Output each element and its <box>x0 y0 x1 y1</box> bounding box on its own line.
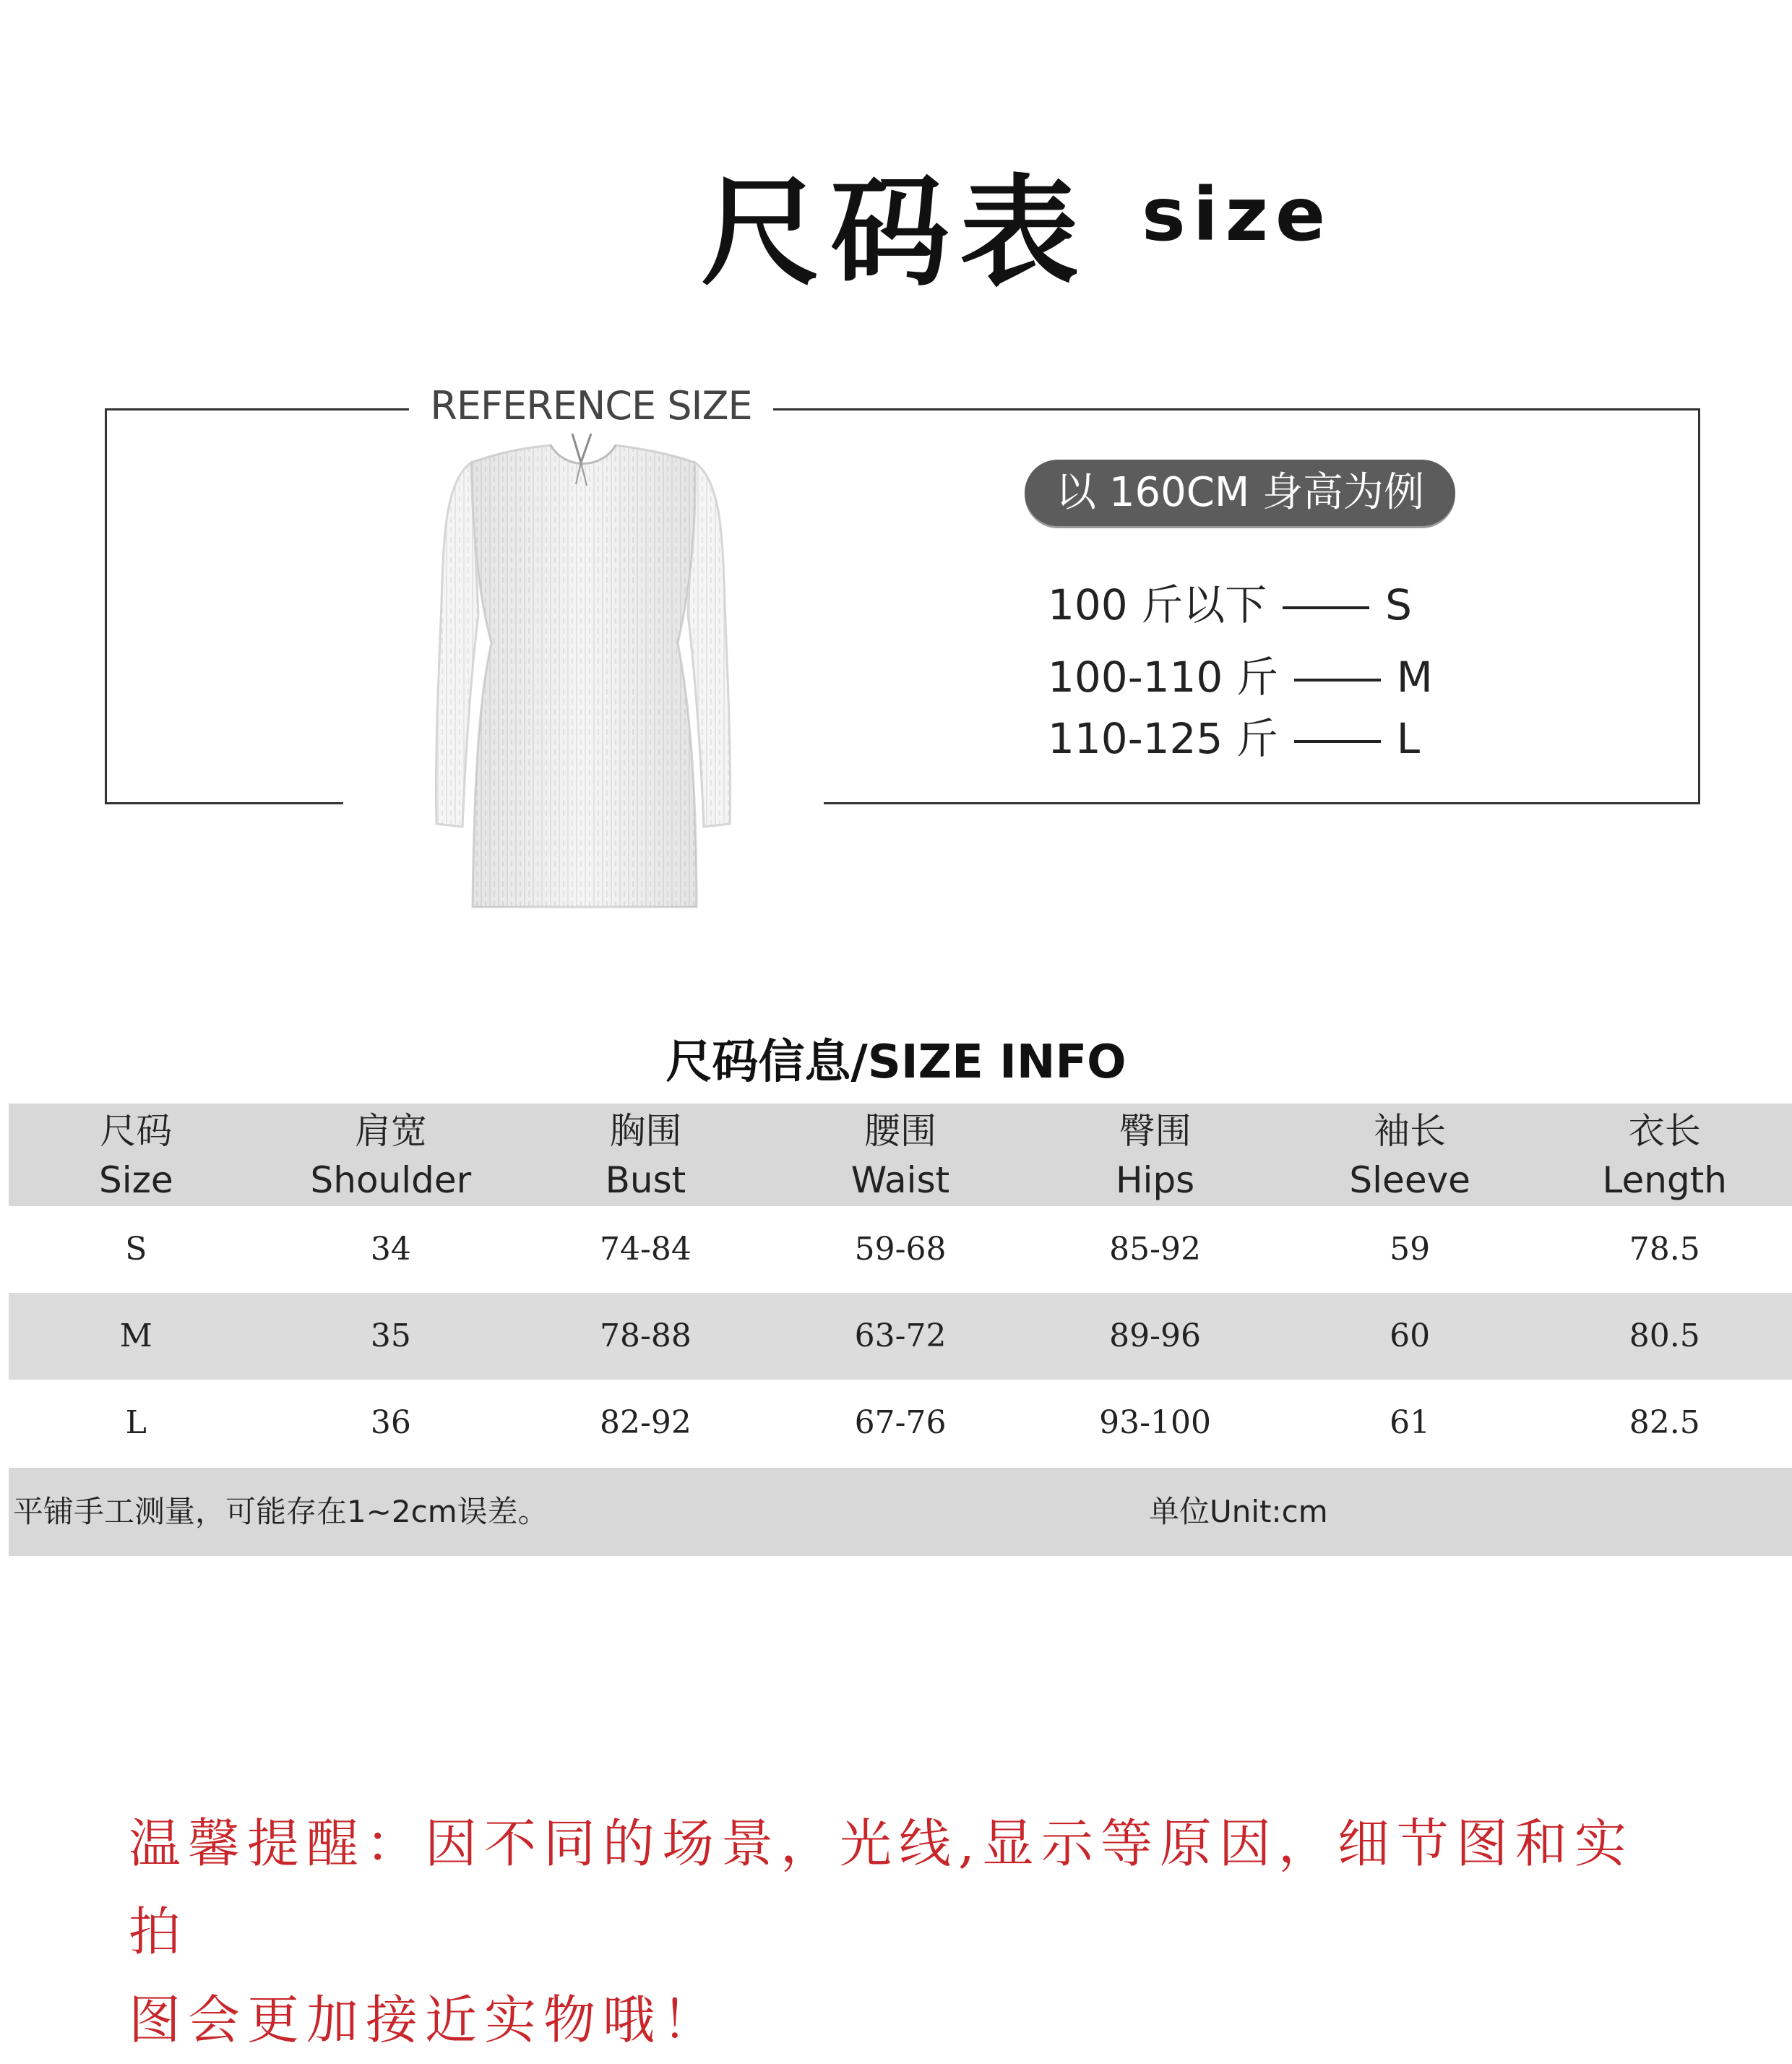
cell-shoulder: 36 <box>370 1404 411 1441</box>
measurement-note: 平铺手工测量，可能存在1~2cm误差。 <box>13 1494 548 1529</box>
cell-length: 82.5 <box>1629 1404 1700 1441</box>
weight-range: 100-110 斤 <box>1048 653 1278 702</box>
cell-waist: 59-68 <box>854 1231 947 1268</box>
cell-sleeve: 61 <box>1390 1404 1431 1441</box>
cell-waist: 63-72 <box>854 1317 947 1354</box>
dress-image <box>428 434 738 925</box>
cell-size: M <box>119 1317 152 1354</box>
page-title: 尺码表 <box>701 162 1089 302</box>
cell-shoulder: 35 <box>370 1317 411 1354</box>
table-row <box>9 1206 1792 1293</box>
cell-hips: 93-100 <box>1099 1404 1212 1441</box>
frame-right <box>1698 408 1700 804</box>
cell-sleeve: 60 <box>1390 1317 1431 1354</box>
size-rule-l <box>1048 705 1420 765</box>
size-info-title: 尺码信息/SIZE INFO <box>665 1036 1127 1089</box>
page-title-en: size <box>1142 172 1333 258</box>
table-row <box>9 1293 1792 1380</box>
header-shoulder: 肩宽 Shoulder <box>310 1110 472 1201</box>
header-length: 衣长 Length <box>1602 1110 1727 1201</box>
cell-bust: 78-88 <box>600 1317 692 1354</box>
header-size: 尺码 Size <box>98 1110 173 1201</box>
height-badge: 以 160CM 身高为例 <box>1025 460 1455 526</box>
dash <box>1294 679 1381 681</box>
table-header <box>9 1104 1792 1206</box>
frame-bottom-right <box>824 802 1700 804</box>
cell-length: 78.5 <box>1629 1231 1700 1268</box>
weight-range: 110-125 斤 <box>1048 714 1278 763</box>
reminder-line-2: 图会更加接近实物哦！ <box>129 1990 722 2050</box>
header-waist: 腰围 Waist <box>850 1110 950 1201</box>
cell-hips: 89-96 <box>1109 1317 1202 1354</box>
cell-sleeve: 59 <box>1390 1231 1431 1268</box>
header-bust: 胸围 Bust <box>605 1110 686 1201</box>
reminder-text <box>129 1799 1682 2064</box>
cell-hips: 85-92 <box>1109 1231 1202 1268</box>
size-rule-m <box>1048 643 1433 704</box>
size-letter: S <box>1385 580 1412 629</box>
frame-bottom-left <box>105 802 343 804</box>
header-sleeve: 袖长 Sleeve <box>1349 1110 1470 1201</box>
frame-left <box>105 408 107 804</box>
header-hips: 臀围 Hips <box>1115 1110 1195 1201</box>
reference-size-label: REFERENCE SIZE <box>409 383 773 429</box>
frame-top <box>105 408 1700 410</box>
size-table <box>9 1104 1792 1556</box>
reminder-line-1: 温馨提醒：因不同的场景，光线,显示等原因，细节图和实拍 <box>129 1813 1634 1962</box>
dash <box>1294 740 1381 743</box>
size-rule-s <box>1048 571 1412 632</box>
unit-label: 单位Unit:cm <box>1149 1494 1328 1529</box>
cell-waist: 67-76 <box>854 1404 947 1441</box>
cell-bust: 82-92 <box>600 1404 692 1441</box>
cell-size: L <box>125 1404 147 1441</box>
table-row <box>9 1380 1792 1466</box>
cell-length: 80.5 <box>1629 1317 1700 1354</box>
size-letter: L <box>1396 714 1421 763</box>
size-letter: M <box>1396 653 1433 702</box>
table-footer <box>9 1468 1792 1556</box>
dash <box>1283 606 1369 609</box>
cell-bust: 74-84 <box>600 1231 692 1268</box>
cell-shoulder: 34 <box>370 1231 411 1268</box>
cell-size: S <box>125 1231 147 1268</box>
weight-range: 100 斤以下 <box>1048 580 1267 629</box>
